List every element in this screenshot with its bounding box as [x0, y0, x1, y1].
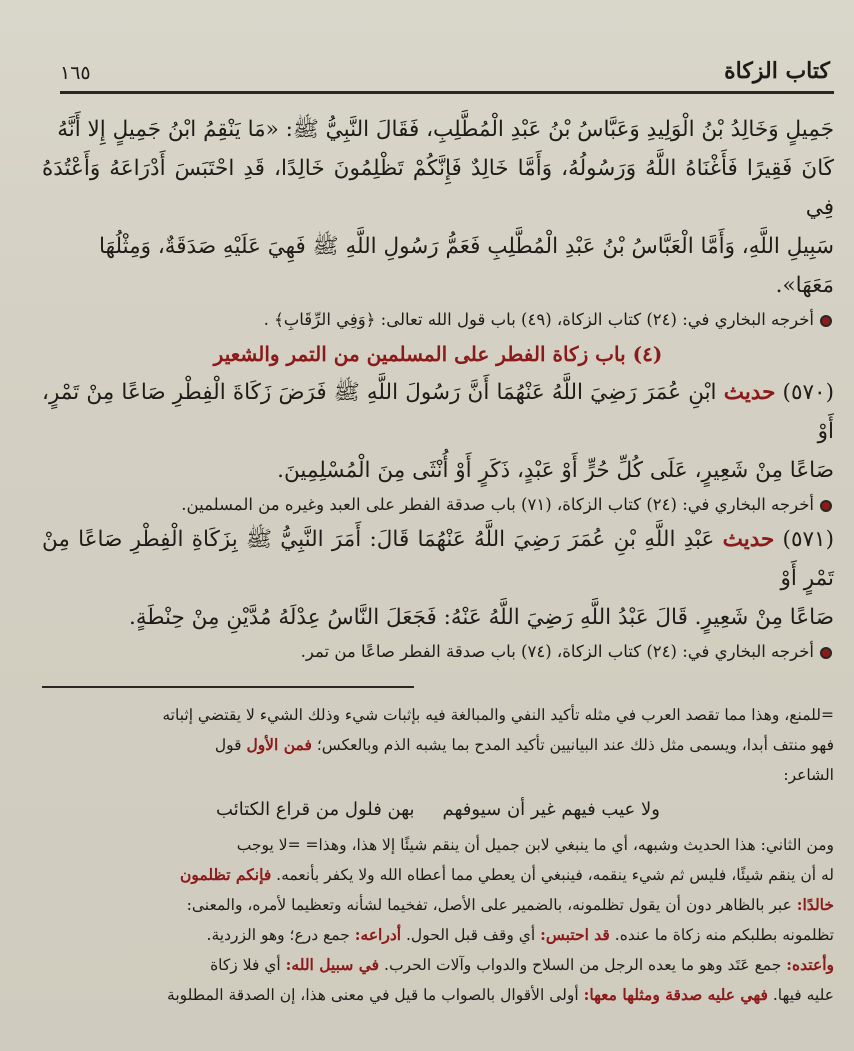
header-rule	[60, 91, 834, 94]
footnote-line	[42, 950, 834, 980]
footnote-text: أولى الأقوال بالصواب ما قيل في معنى هذا، إن الصدقة المطلوبة	[167, 986, 579, 1004]
hadith-571-source	[42, 637, 834, 667]
footnote-text: له أن ينقم شيئًا، فليس ثم شيء ينقمه، فينبغي أن يعطي مما أعطاه الله ولا يكفر بأنعمه.	[276, 866, 834, 884]
page-number: ١٦٥	[60, 62, 91, 84]
book-title: كتاب الزكاة	[724, 58, 830, 84]
footnote-text: أي فلا زكاة	[210, 956, 281, 974]
chapter-title: (٤) باب زكاة الفطر على المسلمين من التمر والشعير	[213, 342, 663, 366]
footnote-line	[42, 920, 834, 950]
hadith-text: ابْنِ عُمَرَ رَضِيَ اللَّهُ عَنْهُمَا أَنَّ رَسُولَ اللَّهِ ﷺ فَرَضَ زَكَاةَ الْفِطْرِ صَاعًا مِنْ تَمْرٍ، أَوْ	[42, 380, 834, 444]
footnote-text: عبر بالظاهر دون أن يقول تظلمونه، بالضمير على الأصل، تفخيما لشأنه وتعظيما لأمره، والمعنى:	[186, 896, 792, 914]
hadith-570-line: صَاعًا مِنْ شَعِيرٍ، عَلَى كُلِّ حُرٍّ أَوْ عَبْدٍ، ذَكَرٍ أَوْ أُنْثَى مِنَ الْمُسْلِمِينَ.	[277, 458, 834, 483]
footnote-text: فهو منتف أبدا، ويسمى مثل ذلك عند البيانيين تأكيد المدح بما يشبه الذم وبالعكس؛	[316, 736, 834, 754]
footnote-line	[42, 980, 834, 1010]
page-header	[42, 54, 834, 90]
source-text: أخرجه البخاري في: (٢٤) كتاب الزكاة، (٤٩) باب قول الله تعالى: ﴿وَفِي الرِّقَابِ﴾ .	[263, 310, 814, 329]
hadith-number: (٥٧٠)	[782, 380, 834, 405]
poem-second-hemistich: بهن فلول من قراع الكتائب	[216, 799, 415, 820]
footnote-text: جمع عَتَد وهو ما يعده الرجل من السلاح والدواب وآلات الحرب.	[384, 956, 782, 974]
footnote-term: خالدًا:	[796, 895, 834, 914]
hadith-570-source	[42, 490, 834, 520]
footnote-line: ومن الثاني: هذا الحديث وشبهه، أي ما ينبغي لابن جميل أن ينقم شيئًا إلا هذا، وهذا= =لا يوجب	[236, 836, 834, 854]
hadith-569-source	[42, 305, 834, 335]
bullet-icon	[820, 647, 832, 659]
hadith-571-line	[42, 520, 834, 598]
footnote-line: الشاعر:	[783, 766, 834, 784]
footnote-term: أدراعه:	[354, 925, 402, 944]
source-text: أخرجه البخاري في: (٢٤) كتاب الزكاة، (٧١) باب صدقة الفطر على العبد وغيره من المسلمين.	[181, 495, 814, 514]
footnote-term: قد احتبس:	[540, 925, 610, 944]
hadith-label: حديث	[723, 380, 776, 405]
footnote-term: وأعتده:	[786, 955, 834, 974]
hadith-number: (٥٧١)	[782, 527, 834, 552]
footnote-line	[42, 890, 834, 920]
footnote-term: فإنكم تظلمون	[180, 865, 272, 884]
bullet-icon	[820, 500, 832, 512]
hadith-569-line: سَبِيلِ اللَّهِ، وَأَمَّا الْعَبَّاسُ بْنُ عَبْدِ الْمُطَّلِبِ فَعَمُّ رَسُولِ اللَّهِ ﷺ فَهِيَ عَلَيْهِ صَدَقَةٌ، وَمِثْلُهَا	[99, 234, 834, 259]
hadith-569-line: مَعَهَا».	[775, 273, 834, 298]
hadith-571-line: صَاعًا مِنْ شَعِيرٍ. قَالَ عَبْدُ اللَّهِ رَضِيَ اللَّهُ عَنْهُ: فَجَعَلَ النَّاسُ عِدْلَهُ مُدَّيْنِ مِنْ حِنْطَةٍ.	[129, 605, 834, 630]
footnote-text: جمع درع؛ وهو الزردية.	[206, 926, 350, 944]
footnote-term: في سبيل الله:	[285, 955, 380, 974]
poem-first-hemistich: ولا عيب فيهم غير أن سيوفهم	[442, 799, 660, 820]
footnote-line	[42, 730, 834, 760]
footnote-text: عليه فيها.	[772, 986, 834, 1004]
footnote-line	[42, 860, 834, 890]
hadith-569-line: جَمِيلٍ وَخَالِدُ بْنُ الْوَلِيدِ وَعَبَّاسُ بْنُ عَبْدِ الْمُطَّلِبِ، فَقَالَ النَّبِيُّ ﷺ: «مَا يَنْقِمُ ابْنُ جَمِيلٍ إِلا أَنَّهُ	[57, 117, 834, 142]
footnote-line: =للمنع، وهذا مما تقصد العرب في مثله تأكيد النفي والمبالغة فيه بإثبات شيء وذلك الشيء لا يقتضي إثباته	[162, 706, 834, 724]
hadith-570-line	[42, 373, 834, 451]
hadith-text: عَبْدِ اللَّهِ بْنِ عُمَرَ رَضِيَ اللَّهُ عَنْهُمَا قَالَ: أَمَرَ النَّبِيُّ ﷺ بِزَكَاةِ الْفِطْرِ صَاعًا مِنْ تَمْرٍ أَوْ	[42, 527, 834, 591]
footnote-text: أي وقف قبل الحول.	[406, 926, 536, 944]
footnote-text: قول	[214, 736, 242, 754]
source-text: أخرجه البخاري في: (٢٤) كتاب الزكاة، (٧٤) باب صدقة الفطر صاعًا من تمر.	[300, 642, 814, 661]
poem-verse	[42, 792, 834, 828]
hadith-569-line: كَانَ فَقِيرًا فَأَغْنَاهُ اللَّهُ وَرَسُولُهُ، وَأَمَّا خَالِدٌ فَإِنَّكُمْ تَظْلِمُونَ خَالِدًا، قَدِ احْتَبَسَ أَدْرَاعَهُ وَأَعْتُدَهُ فِي	[42, 156, 834, 220]
footnote-text: تظلمونه بطلبكم منه زكاة ما عنده.	[614, 926, 834, 944]
footnote-term: فهي عليه صدقة ومثلها معها:	[583, 985, 768, 1004]
footnote-separator	[42, 686, 414, 688]
footnote-term: فمن الأول	[246, 735, 312, 754]
hadith-label: حديث	[722, 527, 775, 552]
main-text	[42, 110, 834, 667]
bullet-icon	[820, 315, 832, 327]
footnotes	[42, 700, 834, 1010]
